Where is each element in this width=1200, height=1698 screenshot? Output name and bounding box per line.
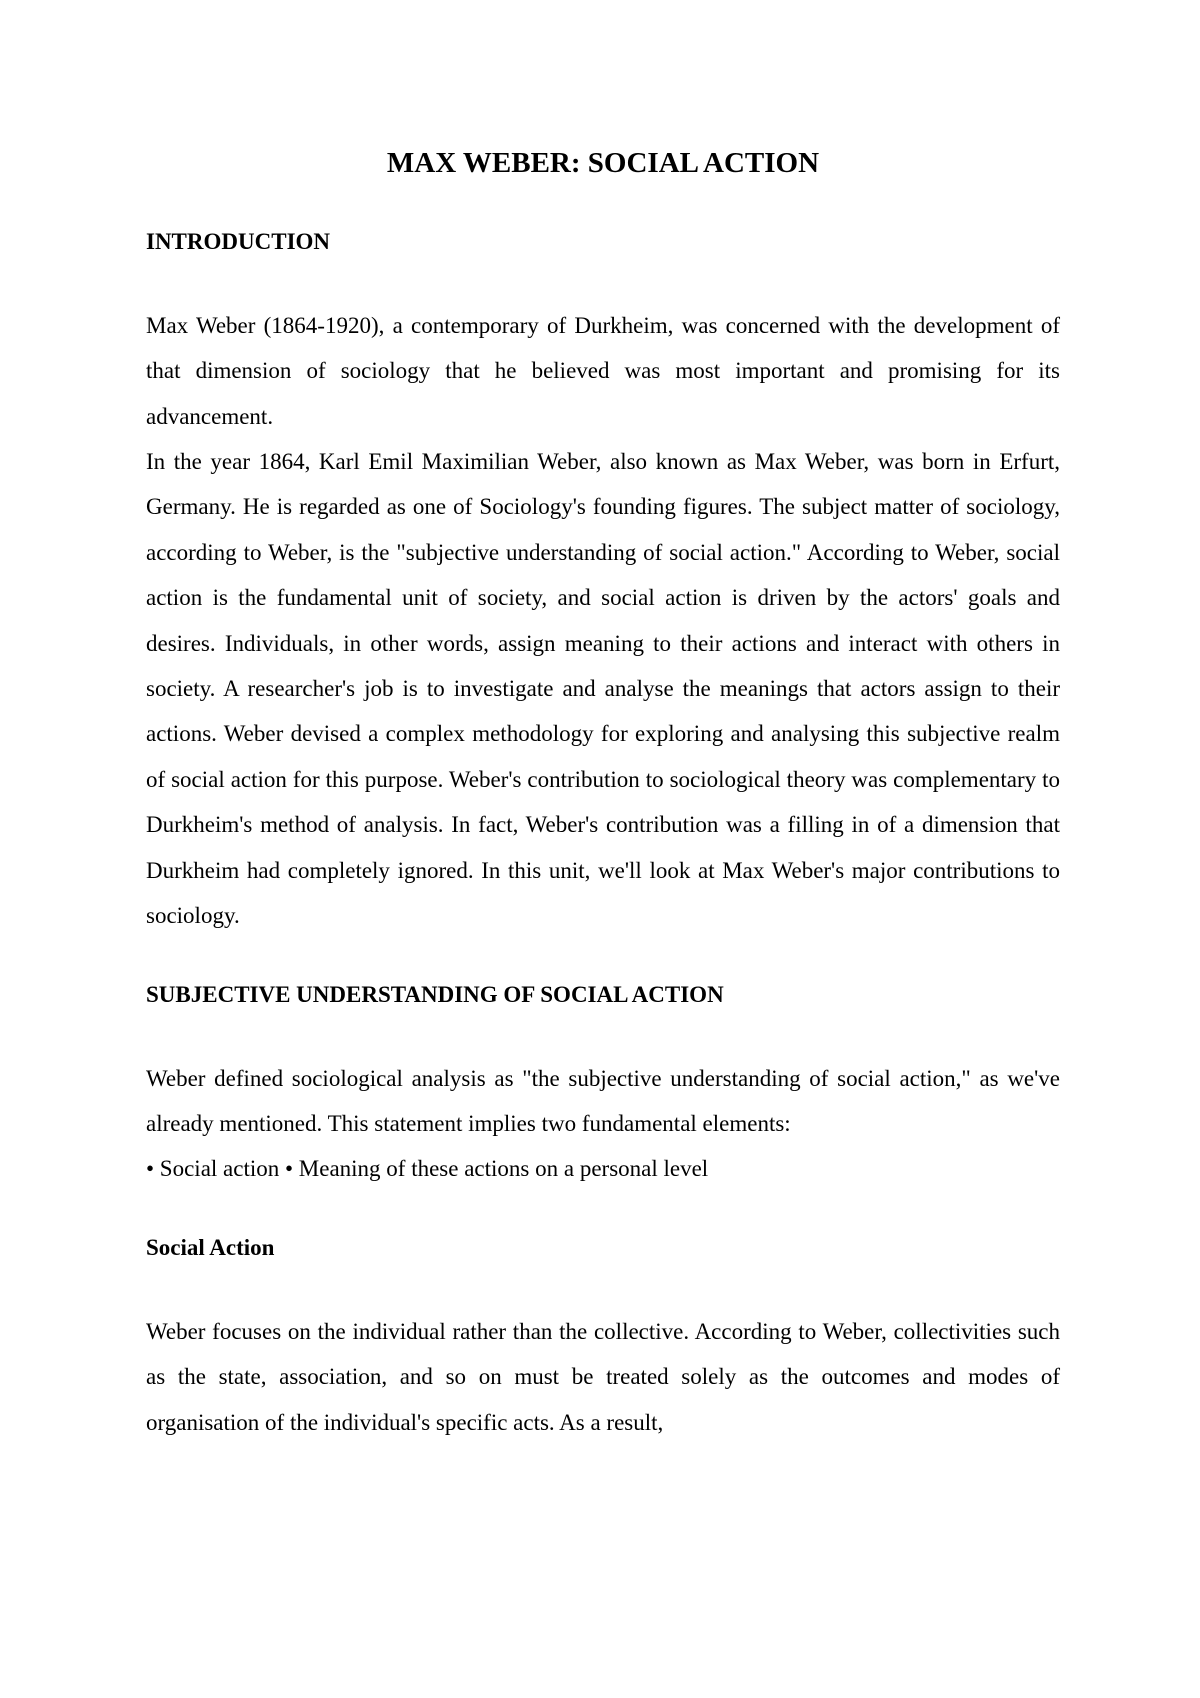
- subjective-understanding-paragraph: Weber defined sociological analysis as "the subjective understanding of social action," as we've already mentioned. This statement implies two fundamental elements:: [146, 1066, 1060, 1137]
- heading-subjective-understanding: SUBJECTIVE UNDERSTANDING OF SOCIAL ACTION: [146, 982, 724, 1007]
- introduction-paragraph-2: In the year 1864, Karl Emil Maximilian Weber, also known as Max Weber, was born in Erfurt, Germany. He is regarded as one of Sociology's founding figures. The subject matter of sociology, according to Weber, is the "subjective understanding of social action." According to Weber, social action is the fundamental unit of society, and social action is driven by the actors' goals and desires. Individuals, in other words, assign meaning to their actions and interact with others in society. A researcher's job is to investigate and analyse the meanings that actors assign to their actions. Weber devised a complex methodology for exploring and analysing this subjective realm of social action for this purpose. Weber's contribution to sociological theory was complementary to Durkheim's method of analysis. In fact, Weber's contribution was a filling in of a dimension that Durkheim had completely ignored. In this unit, we'll look at Max Weber's major contributions to sociology.: [146, 449, 1060, 929]
- heading-introduction: INTRODUCTION: [146, 229, 331, 254]
- introduction-paragraph-1: Max Weber (1864-1920), a contemporary of Durkheim, was concerned with the development of that dimension of sociology that he believed was most important and promising for its advancement.: [146, 313, 1060, 429]
- social-action-paragraph: Weber focuses on the individual rather than the collective. According to Weber, collectivities such as the state, association, and so on must be treated solely as the outcomes and modes of organisation of the individual's specific acts. As a result,: [146, 1319, 1060, 1435]
- document-title: MAX WEBER: SOCIAL ACTION: [386, 147, 820, 179]
- heading-social-action: Social Action: [146, 1235, 275, 1260]
- element-bullets: • Social action • Meaning of these actions on a personal level: [146, 1156, 709, 1181]
